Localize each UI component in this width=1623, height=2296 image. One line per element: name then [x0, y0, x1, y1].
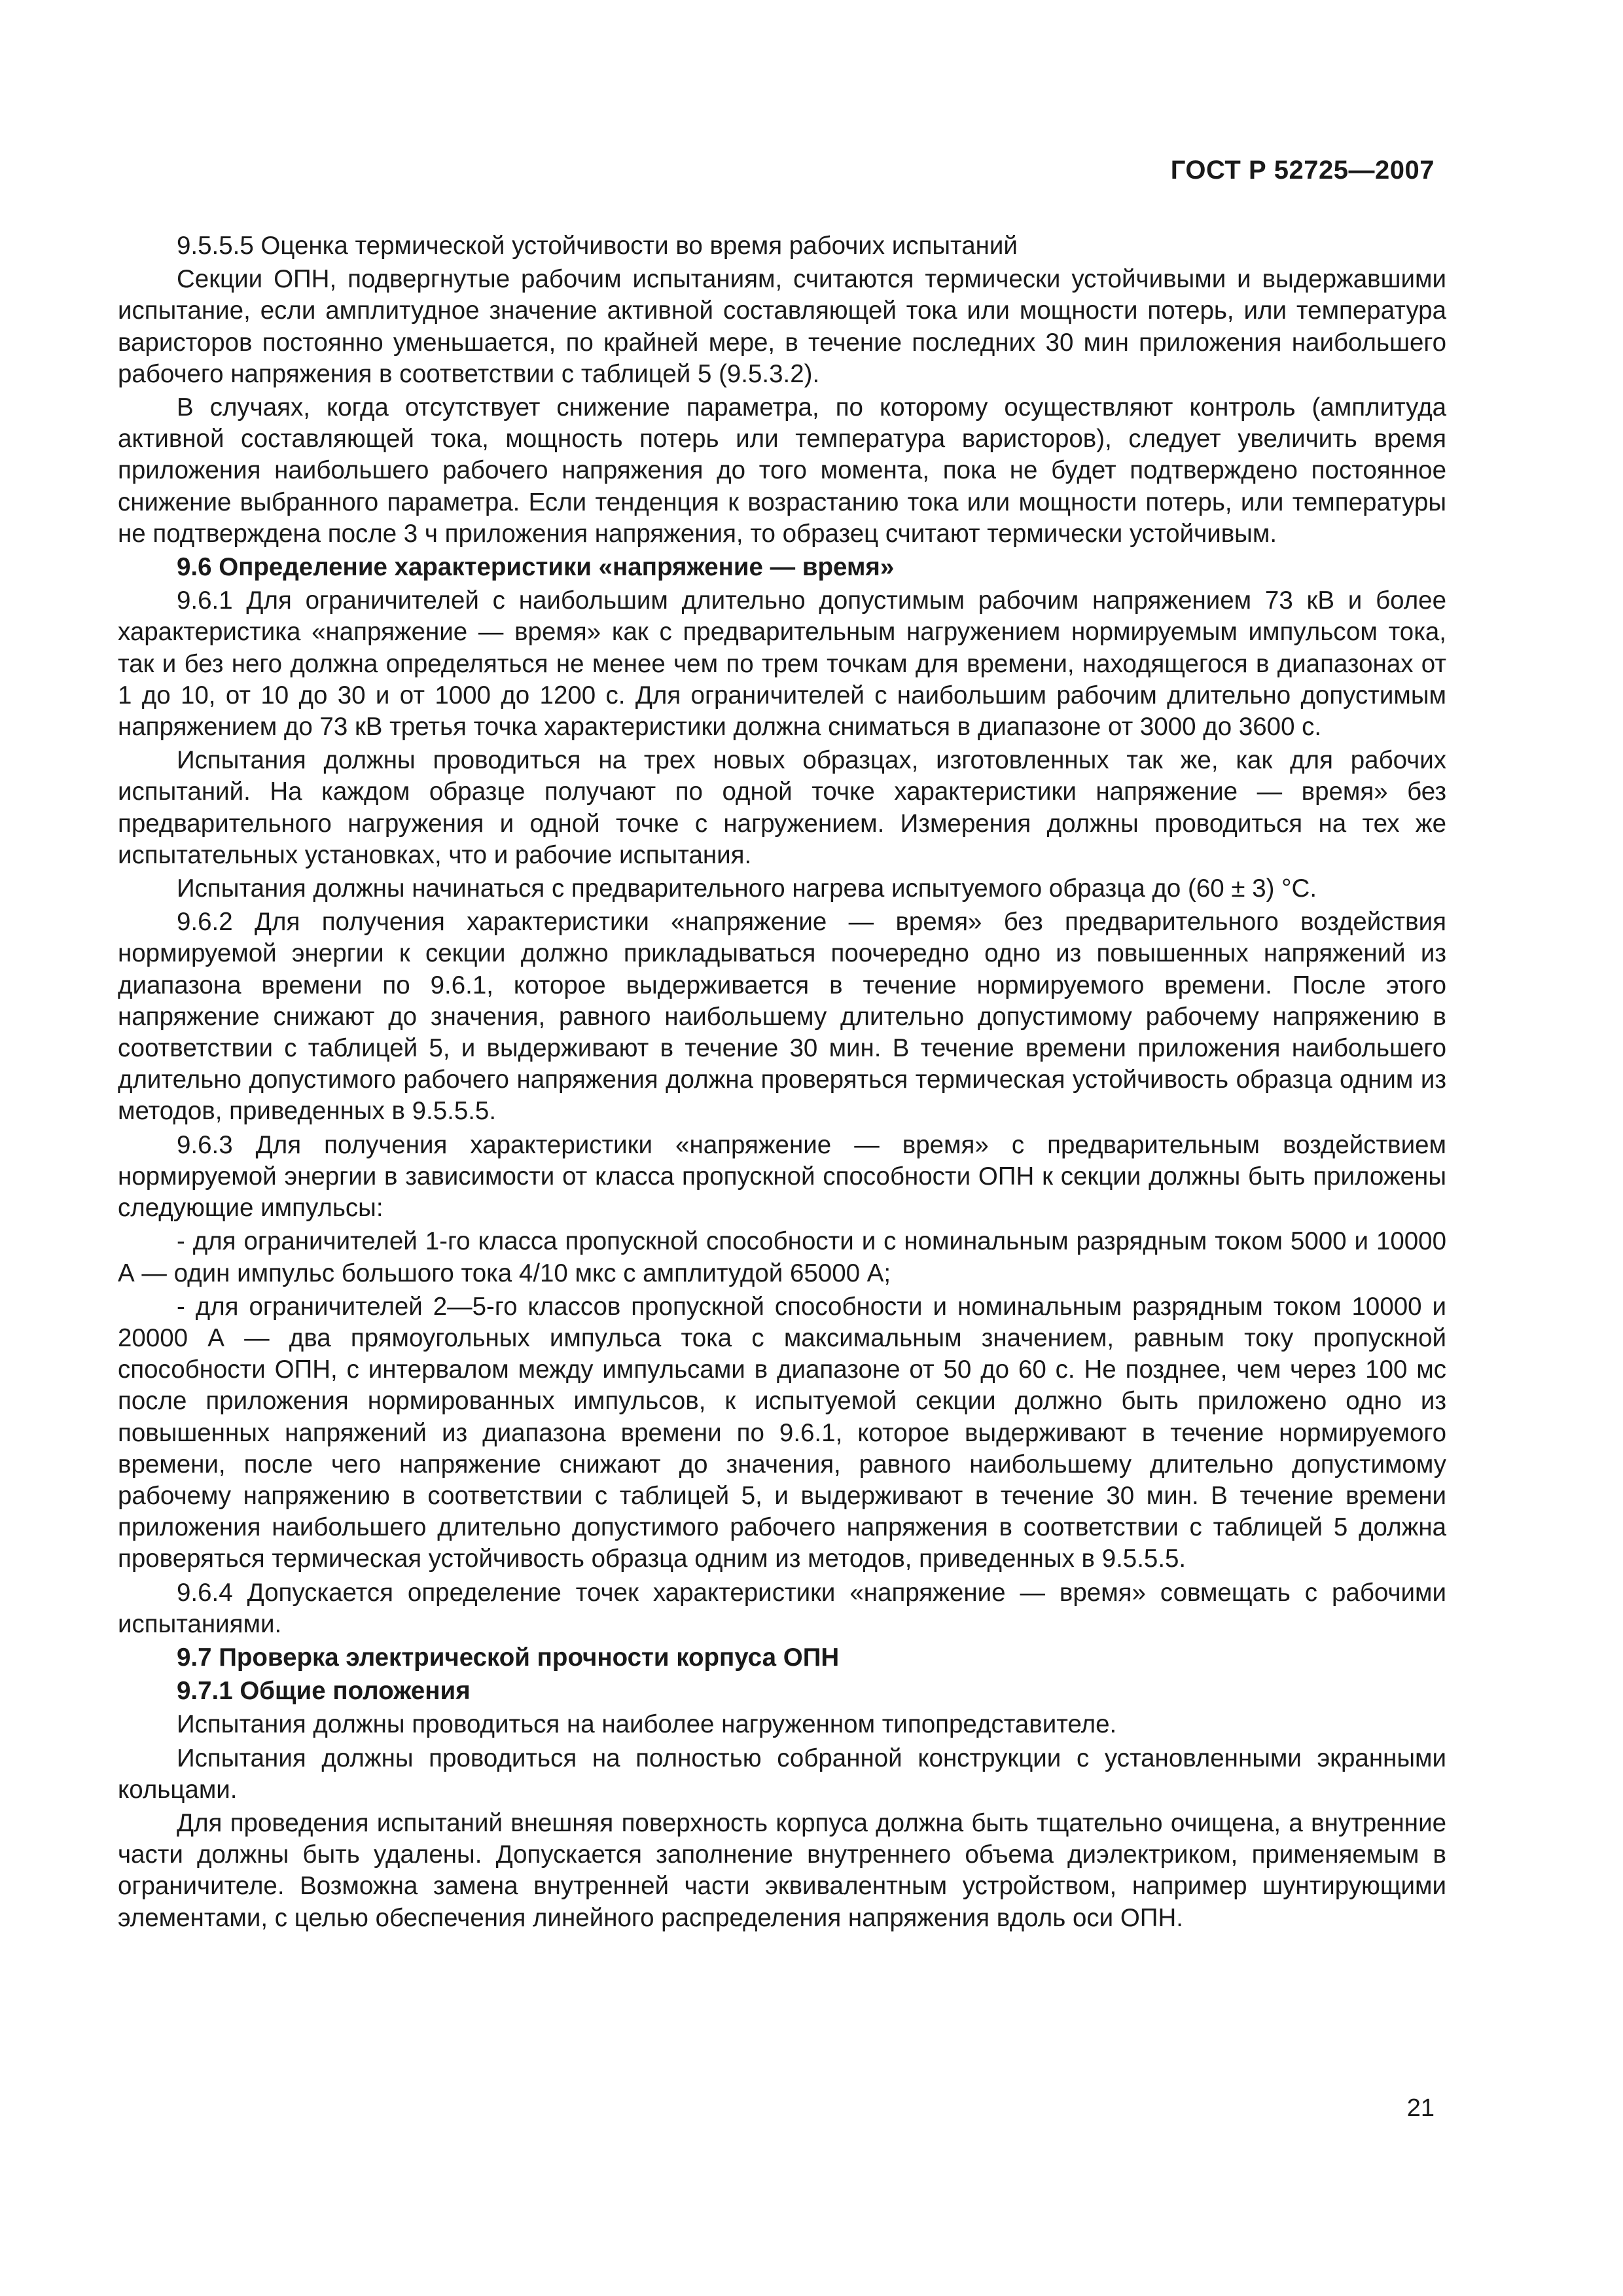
- document-body: [118, 230, 1446, 1936]
- paragraph: В случаях, когда отсутствует снижение параметра, по которому осуществляют контроль (амплитуда активной составляющей тока, мощность потерь или температура варисторов), следует увеличить время приложения наибольшего рабочего напряжения до того момента, пока не будет подтверждено постоянное снижение выбранного параметра. Если тенденция к возрастанию тока или мощности потерь, или температуры не подтверждена после 3 ч приложения напряжения, то образец считают термически устойчивым.: [118, 393, 1446, 548]
- page-number: 21: [1406, 2094, 1435, 2122]
- paragraph-9-6-1: 9.6.1 Для ограничителей с наибольшим длительно допустимым рабочим напряжением 73 кВ и более характеристика «напряжение — время» как с предварительным нагружением нормируемым импульсом тока, так и без него должна определяться не менее чем по трем точкам для времени, находящегося в диапазонах от 1 до 10, от 10 до 30 и от 1000 до 1200 с. Для ограничителей с наибольшим рабочим длительно допустимым напряжением до 73 кВ третья точка характеристики должна сниматься в диапазоне от 3000 до 3600 с.: [118, 586, 1446, 742]
- document-header: ГОСТ Р 52725—2007: [1170, 156, 1435, 185]
- paragraph-9-6-3: 9.6.3 Для получения характеристики «напряжение — время» с предварительным воздействием нормируемой энергии в зависимости от класса пропускной способности ОПН к секции должны быть приложены следующие импульсы:: [118, 1130, 1446, 1223]
- paragraph-9-5-5-5-title: 9.5.5.5 Оценка термической устойчивости во время рабочих испытаний: [177, 232, 1018, 260]
- section-heading-9-7-1: 9.7.1 Общие положения: [177, 1677, 471, 1706]
- section-heading-9-6: 9.6 Определение характеристики «напряжение — время»: [177, 553, 895, 582]
- paragraph: Испытания должны проводиться на полностью собранной конструкции с установленными экранными кольцами.: [118, 1744, 1446, 1804]
- paragraph: Для проведения испытаний внешняя поверхность корпуса должна быть тщательно очищена, а внутренние части должны быть удалены. Допускается заполнение внутреннего объема диэлектриком, применяемым в ограничителе. Возможна замена внутренней части эквивалентным устройством, например шунтирующими элементами, с целью обеспечения линейного распределения напряжения вдоль оси ОПН.: [118, 1808, 1446, 1932]
- section-heading-9-7: 9.7 Проверка электрической прочности корпуса ОПН: [177, 1643, 840, 1672]
- paragraph: Секции ОПН, подвергнутые рабочим испытаниям, считаются термически устойчивыми и выдержавшими испытание, если амплитудное значение активной составляющей тока или мощности потерь, или температура варисторов постоянно уменьшается, по крайней мере, в течение последних 30 мин приложения наибольшего рабочего напряжения в соответствии с таблицей 5 (9.5.3.2).: [118, 265, 1446, 388]
- paragraph-9-6-4: 9.6.4 Допускается определение точек характеристики «напряжение — время» совмещать с рабочими испытаниями.: [118, 1578, 1446, 1638]
- paragraph: Испытания должны начинаться с предварительного нагрева испытуемого образца до (60 ± 3) °С.: [177, 874, 1317, 903]
- paragraph: Испытания должны проводиться на трех новых образцах, изготовленных так же, как для рабочих испытаний. На каждом образце получают по одной точке характеристики напряжение — время» без предварительного нагружения и одной точке с нагружением. Измерения должны проводиться на тех же испытательных установках, что и рабочие испытания.: [118, 746, 1446, 869]
- paragraph: Испытания должны проводиться на наиболее нагруженном типопредставителе.: [177, 1710, 1117, 1739]
- list-item: - для ограничителей 1-го класса пропускной способности и с номинальным разрядным током 5000 и 10000 А — один импульс большого тока 4/10 мкс с амплитудой 65000 А;: [118, 1227, 1446, 1287]
- list-item: - для ограничителей 2—5-го классов пропускной способности и номинальным разрядным током 10000 и 20000 А — два прямоугольных импульса тока с максимальным значением, равным току пропускной способности ОПН, с интервалом между импульсами в диапазоне от 50 до 60 с. Не позднее, чем через 100 мс после приложения нормированных импульсов, к испытуемой секции должно быть приложено одно из повышенных напряжений из диапазона времени по 9.6.1, которое выдерживают в течение нормируемого времени, после чего напряжение снижают до значения, равного наибольшему длительно допустимому рабочему напряжению в соответствии с таблицей 5, и выдерживают в течение 30 мин. В течение времени приложения наибольшего длительно допустимого рабочего напряжения в соответствии с таблицей 5 должна проверяться термическая устойчивость образца одним из методов, приведенных в 9.5.5.5.: [118, 1292, 1446, 1573]
- paragraph-9-6-2: 9.6.2 Для получения характеристики «напряжение — время» без предварительного воздействия нормируемой энергии к секции должно прикладываться поочередно одно из повышенных напряжений из диапазона времени по 9.6.1, которое выдерживается в течение нормируемого времени. После этого напряжение снижают до значения, равного наибольшему длительно допустимому рабочему напряжению в соответствии с таблицей 5, и выдерживают в течение 30 мин. В течение времени приложения наибольшего длительно допустимого рабочего напряжения должна проверяться термическая устойчивость образца одним из методов, приведенных в 9.5.5.5.: [118, 908, 1446, 1126]
